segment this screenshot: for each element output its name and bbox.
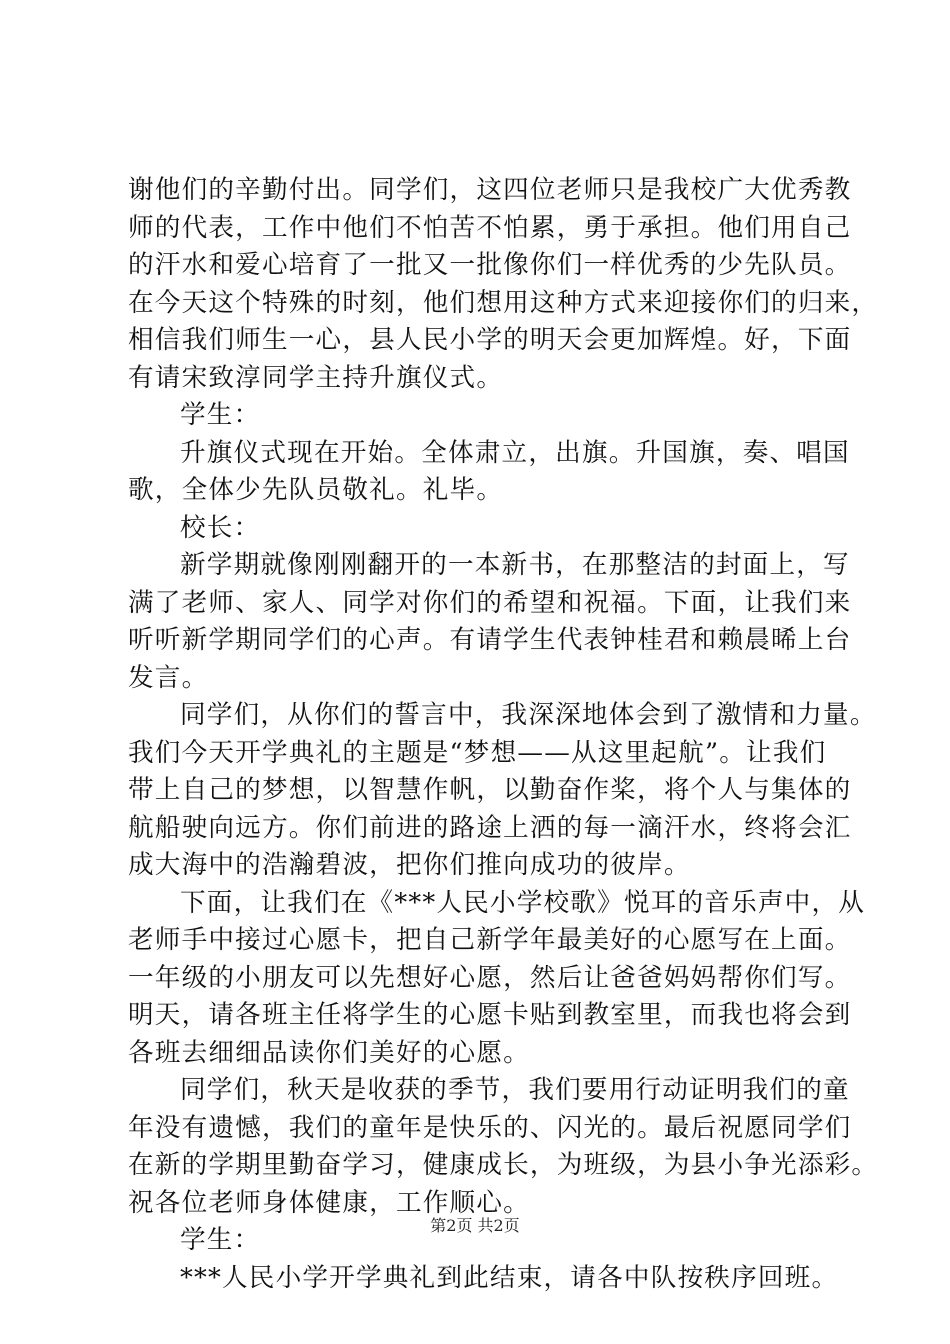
speaker-label: 学生： bbox=[180, 1225, 261, 1255]
page-number-footer: 第2页 共2页 bbox=[430, 1216, 520, 1235]
text-line: 满了老师、家人、同学对你们的希望和祝福。下面，让我们来 bbox=[128, 587, 852, 618]
text-line: 同学们，秋天是收获的季节，我们要用行动证明我们的童 bbox=[180, 1075, 850, 1105]
text-line: 成大海中的浩瀚碧波，把你们推向成功的彼岸。 bbox=[128, 850, 691, 880]
text-line: 有请宋致淳同学主持升旗仪式。 bbox=[128, 362, 504, 393]
text-line: 的汗水和爱心培育了一批又一批像你们一样优秀的少先队员。 bbox=[128, 250, 852, 280]
text-line: 谢他们的辛勤付出。同学们，这四位老师只是我校广大优秀教 bbox=[128, 175, 852, 205]
text-line: 下面，让我们在《***人民小学校歌》悦耳的音乐声中，从 bbox=[180, 887, 866, 918]
text-line: 新学期就像刚刚翻开的一本新书，在那整洁的封面上，写 bbox=[180, 550, 850, 580]
text-line: 升旗仪式现在开始。全体肃立，出旗。升国旗，奏、唱国 bbox=[180, 437, 850, 468]
text-line: 歌，全体少先队员敬礼。礼毕。 bbox=[128, 475, 504, 505]
text-line: 航船驶向远方。你们前进的路途上洒的每一滴汗水，终将会汇 bbox=[128, 812, 852, 843]
text-line: 发言。 bbox=[128, 662, 209, 693]
text-line: 听听新学期同学们的心声。有请学生代表钟桂君和赖晨晞上台 bbox=[128, 625, 852, 655]
text-line: 我们今天开学典礼的主题是“梦想——从这里起航”。让我们 bbox=[128, 737, 827, 768]
text-line: 年没有遗憾，我们的童年是快乐的、闪光的。最后祝愿同学们 bbox=[128, 1112, 852, 1143]
text-line: 师的代表，工作中他们不怕苦不怕累，勇于承担。他们用自己 bbox=[128, 212, 852, 243]
text-line: 老师手中接过心愿卡，把自己新学年最美好的心愿写在上面。 bbox=[128, 925, 852, 955]
document-body bbox=[128, 172, 879, 1297]
text-line: 一年级的小朋友可以先想好心愿，然后让爸爸妈妈帮你们写。 bbox=[128, 962, 852, 993]
text-line: 带上自己的梦想，以智慧作帆，以勤奋作桨，将个人与集体的 bbox=[128, 775, 852, 805]
text-line: ***人民小学开学典礼到此结束，请各中队按秩序回班。 bbox=[180, 1262, 839, 1293]
text-line: 明天，请各班主任将学生的心愿卡贴到教室里，而我也将会到 bbox=[128, 1000, 852, 1030]
text-line: 祝各位老师身体健康，工作顺心。 bbox=[128, 1187, 530, 1218]
text-line: 相信我们师生一心，县人民小学的明天会更加辉煌。好，下面 bbox=[128, 325, 852, 355]
speaker-label: 学生： bbox=[180, 400, 261, 430]
text-line: 同学们，从你们的誓言中，我深深地体会到了激情和力量。 bbox=[180, 700, 877, 730]
text-line: 在今天这个特殊的时刻，他们想用这种方式来迎接你们的归来， bbox=[128, 287, 879, 318]
text-line: 在新的学期里勤奋学习，健康成长，为班级，为县小争光添彩。 bbox=[128, 1150, 879, 1180]
text-line: 各班去细细品读你们美好的心愿。 bbox=[128, 1037, 530, 1068]
speaker-label: 校长： bbox=[180, 512, 261, 543]
